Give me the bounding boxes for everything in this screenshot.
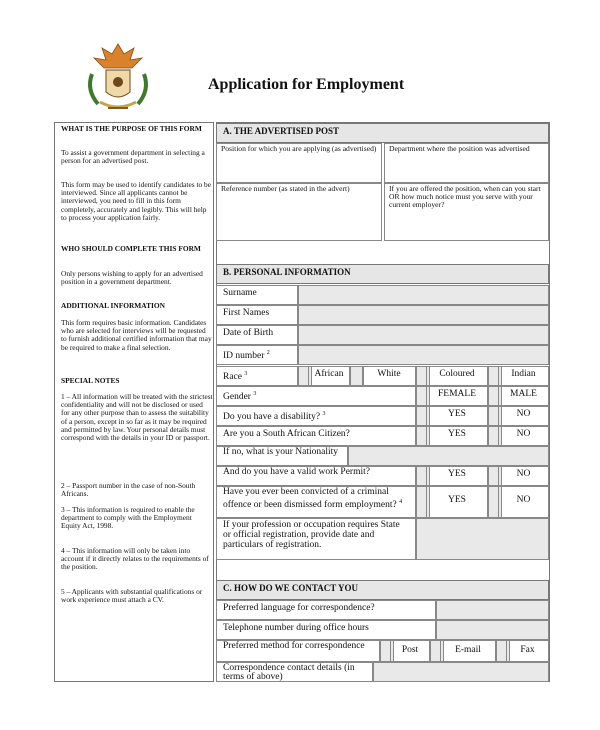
registration-input[interactable] xyxy=(416,518,549,560)
nationality-label: If no, what is your Nationality xyxy=(216,446,348,466)
female-option: FEMALE xyxy=(426,386,488,406)
page-title: Application for Employment xyxy=(208,76,405,93)
disability-label xyxy=(216,406,416,426)
notes-heading: SPECIAL NOTES xyxy=(61,376,120,385)
id-number-label xyxy=(216,345,298,365)
disability-note-ref: 3 xyxy=(322,411,326,417)
work-permit-label: And do you have a valid work Permit? xyxy=(216,466,416,486)
contact-details-input[interactable] xyxy=(373,662,549,682)
note-1: 1 – All information will be treated with the strictest confidentiality and will not be disclosed or used for any other purpose than to assess the suitability of a person, except in so far as it may be required and permitted by law. Your personal details must correspond with the details in your ID or passport. xyxy=(61,392,213,443)
note-5: 5 – Applicants with substantial qualifications or work experience must attach a CV. xyxy=(61,587,203,605)
purpose-text-1: To assist a government department in selecting a person for an advertised post. xyxy=(61,148,205,166)
additional-heading: ADDITIONAL INFORMATION xyxy=(61,301,165,310)
language-input[interactable] xyxy=(436,600,549,620)
race-option-white: White xyxy=(362,366,416,386)
race-option-african: African xyxy=(308,366,350,386)
id-number-text: ID number xyxy=(223,351,265,362)
notice-label: If you are offered the position, when can you start OR how much notice must you serve with your current employer? xyxy=(389,184,541,210)
race-option-indian: Indian xyxy=(498,366,549,386)
disability-no: NO xyxy=(498,406,549,426)
first-names-label: First Names xyxy=(216,305,298,325)
reference-label: Reference number (as stated in the advert) xyxy=(221,184,350,193)
note-4: 4 – This information will only be taken into account if it directly relates to the requirements of the position. xyxy=(61,546,209,572)
surname-label: Surname xyxy=(216,285,298,305)
gender-note-ref: 3 xyxy=(253,391,257,397)
citizen-label: Are you a South African Citizen? xyxy=(216,426,416,446)
race-label xyxy=(216,366,298,386)
race-note-ref: 3 xyxy=(244,371,248,377)
department-field[interactable] xyxy=(384,143,549,183)
method-post: Post xyxy=(390,640,430,662)
conviction-note-ref: 4 xyxy=(399,498,403,505)
method-email: E-mail xyxy=(440,640,496,662)
instructions-column xyxy=(54,122,214,682)
dob-input[interactable] xyxy=(298,325,549,345)
purpose-heading: WHAT IS THE PURPOSE OF THIS FORM xyxy=(61,124,202,133)
notice-field[interactable] xyxy=(384,183,549,241)
conviction-yes: YES xyxy=(426,486,488,518)
first-names-input[interactable] xyxy=(298,305,549,325)
citizen-no: NO xyxy=(498,426,549,446)
gender-label xyxy=(216,386,416,406)
note-3: 3 – This information is required to enable the department to comply with the Employment Equity Act, 1998. xyxy=(61,505,195,531)
permit-no: NO xyxy=(498,466,549,486)
nationality-input[interactable] xyxy=(348,446,549,466)
method-label: Preferred method for correspondence xyxy=(216,640,380,662)
method-fax: Fax xyxy=(506,640,549,662)
disability-yes: YES xyxy=(426,406,488,426)
race-text: Race xyxy=(223,372,242,383)
telephone-input[interactable] xyxy=(436,620,549,640)
section-a-heading: A. THE ADVERTISED POST xyxy=(216,123,549,143)
section-b-heading: B. PERSONAL INFORMATION xyxy=(216,264,549,284)
position-label: Position for which you are applying (as advertised) xyxy=(221,144,377,153)
section-c-heading: C. HOW DO WE CONTACT YOU xyxy=(216,580,549,600)
conviction-no: NO xyxy=(498,486,549,518)
race-option-coloured: Coloured xyxy=(426,366,488,386)
coat-of-arms-emblem xyxy=(78,40,158,118)
permit-yes: YES xyxy=(426,466,488,486)
contact-details-label: Correspondence contact details (in terms of above) xyxy=(216,662,373,682)
conviction-text: Have you ever been convicted of a criminal offence or been dismissed form employment? xyxy=(223,487,397,510)
conviction-label xyxy=(216,486,416,518)
department-label: Department where the position was advertised xyxy=(389,144,530,153)
reference-field[interactable] xyxy=(216,183,382,241)
note-2: 2 – Passport number in the case of non-South Africans. xyxy=(61,481,196,499)
additional-text: This form requires basic information. Candidates who are selected for interviews will be requested to furnish additional certified information that may be required to make a final selection. xyxy=(61,318,212,352)
male-option: MALE xyxy=(498,386,549,406)
language-label: Preferred language for correspondence? xyxy=(216,600,436,620)
id-note-ref: 2 xyxy=(266,350,270,356)
telephone-label: Telephone number during office hours xyxy=(216,620,436,640)
surname-input[interactable] xyxy=(298,285,549,305)
position-field[interactable] xyxy=(216,143,382,183)
dob-label: Date of Birth xyxy=(216,325,298,345)
citizen-yes: YES xyxy=(426,426,488,446)
purpose-text-2: This form may be used to identify candidates to be interviewed. Since all applicants cannot be interviewed, you need to fill in this form completely, accurately and legibly. This will help to process your application fairly. xyxy=(61,180,212,222)
registration-label: If your profession or occupation requires State or official registration, provide date and particulars of registration. xyxy=(216,518,416,560)
disability-text: Do you have a disability? xyxy=(223,412,321,423)
who-heading: WHO SHOULD COMPLETE THIS FORM xyxy=(61,244,201,253)
gender-text: Gender xyxy=(223,392,251,403)
who-text: Only persons wishing to apply for an advertised position in a government department. xyxy=(61,269,203,287)
id-number-input[interactable] xyxy=(298,345,549,365)
